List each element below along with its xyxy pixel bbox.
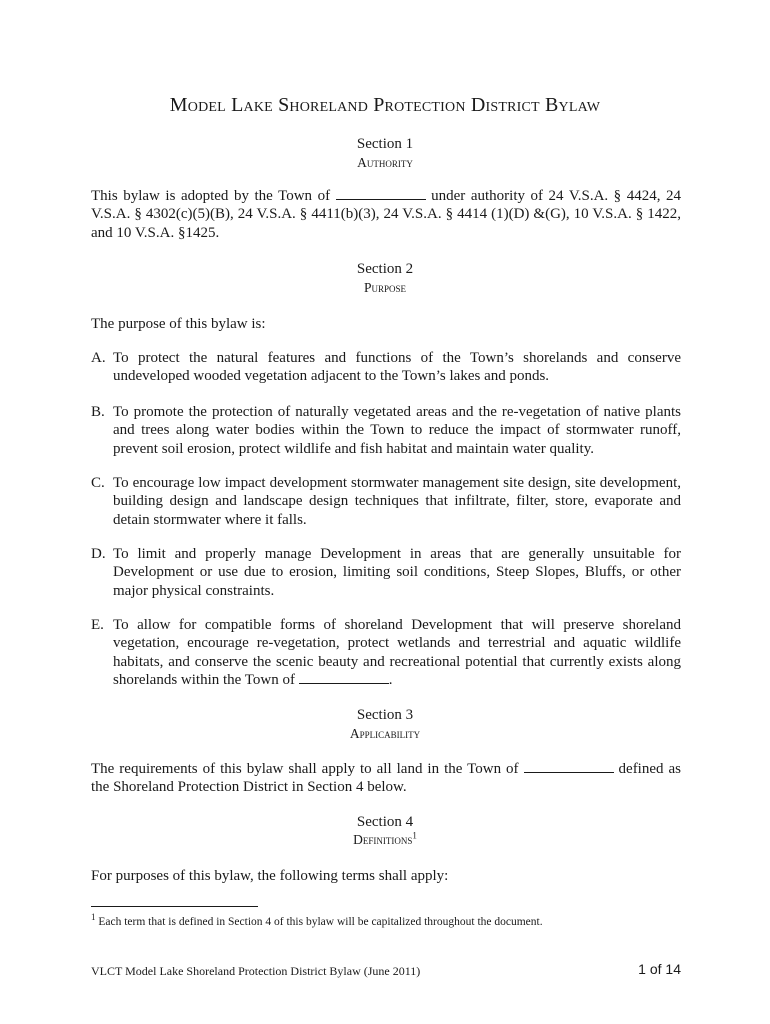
purpose-intro: The purpose of this bylaw is: xyxy=(91,316,266,332)
applicability-paragraph: The requirements of this bylaw shall apply to all land in the Town of defined as the Shoreland Protection District in Section 4 below. xyxy=(91,761,681,796)
page-number: 1 of 14 xyxy=(638,961,681,977)
town-name-blank xyxy=(336,187,426,200)
item-text: To protect the natural features and functions of the Town’s shorelands and conserve undeveloped wooded vegetation adjacent to the Town’s lakes and ponds. xyxy=(113,350,681,385)
purpose-item-e xyxy=(91,616,681,689)
document-title: Model Lake Shoreland Protection District Bylaw xyxy=(169,94,601,116)
item-letter: D. xyxy=(91,546,106,562)
town-name-blank xyxy=(299,671,389,684)
footnote-mark: 1 xyxy=(91,912,96,923)
section-2-heading: Purpose xyxy=(363,280,407,295)
item-letter: C. xyxy=(91,475,105,491)
town-name-blank xyxy=(524,760,614,773)
footnote-reference: 1 xyxy=(412,830,417,841)
section-2-number: Section 2 xyxy=(356,261,414,277)
item-letter: A. xyxy=(91,350,106,366)
footnote: $^1$ Each term that is defined in Section 4 of this bylaw will be capitalized throughout the document. xyxy=(91,912,543,928)
item-text: To allow for compatible forms of shoreland Development that will preserve shoreland vegetation, encourage re-vegetation, protect wetlands and terrestrial and aquatic wildlife habitats, and conserve the scenic beauty and recreational potential that currently exists along shorelands within the Town of . xyxy=(113,617,681,688)
item-text: To promote the protection of naturally vegetated areas and the re-vegetation of native plants and trees along water bodies within the Town to reduce the impact of stormwater runoff, prevent soil erosion, protect wildlife and fish habitat and maintain water quality. xyxy=(113,404,681,457)
item-letter: B. xyxy=(91,404,105,420)
purpose-item-d xyxy=(91,545,681,600)
item-text: To limit and properly manage Development in areas that are generally unsuitable for Development or use due to erosion, limiting soil conditions, Steep Slopes, Bluffs, or other major physical constraints. xyxy=(113,546,681,599)
definitions-intro: For purposes of this bylaw, the following terms shall apply: xyxy=(91,868,449,884)
purpose-item-a xyxy=(91,349,681,386)
section-1-heading: Authority xyxy=(357,155,413,170)
footnote-divider xyxy=(91,906,258,907)
section-4-heading: Definitions$^1$ xyxy=(353,830,417,847)
section-3-number: Section 3 xyxy=(356,707,414,723)
section-1-number: Section 1 xyxy=(356,136,414,152)
footer-document-name: VLCT Model Lake Shoreland Protection District Bylaw (June 2011) xyxy=(91,964,421,978)
item-letter: E. xyxy=(91,617,104,633)
item-text: To encourage low impact development stormwater management site design, site development, building design and landscape design techniques that infiltrate, filter, store, evaporate and detain stormwater where it falls. xyxy=(113,475,681,528)
authority-paragraph: This bylaw is adopted by the Town of under authority of 24 V.S.A. § 4424, 24 V.S.A. § 4302(c)(5)(B), 24 V.S.A. § 4411(b)(3), 24 V.S.A. § 4414 (1)(D) &(G), 10 V.S.A. § 1422, and 10 V.S.A. §1425. xyxy=(91,188,682,241)
purpose-item-b xyxy=(91,403,681,458)
section-3-heading: Applicability xyxy=(349,726,421,741)
purpose-item-c xyxy=(91,474,681,529)
section-4-number: Section 4 xyxy=(356,814,414,830)
